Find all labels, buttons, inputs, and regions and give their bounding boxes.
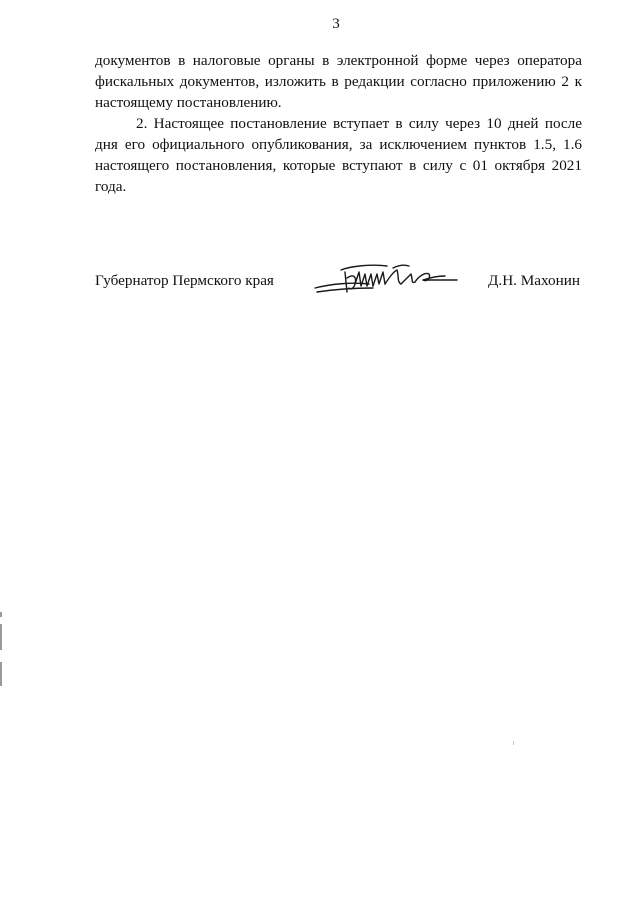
document-body (95, 50, 582, 197)
scan-edge-mark (0, 662, 2, 686)
scan-speck (513, 741, 514, 745)
paragraph-continuation: документов в налоговые органы в электронной форме через оператора фискальных документов, изложить в редакции согласно приложению 2 к настоящему постановлению. (95, 52, 582, 111)
signatory-name: Д.Н. Махонин (488, 272, 580, 289)
paragraph-2: 2. Настоящее постановление вступает в силу через 10 дней после дня его официального опубликования, за исключением пунктов 1.5, 1.6 настоящего постановления, которые вступают в силу с 01 октября 2021 года. (95, 115, 582, 195)
scan-edge-mark (0, 612, 2, 617)
signatory-title: Губернатор Пермского края (95, 272, 274, 289)
scan-edge-mark (0, 624, 2, 650)
signature-block (95, 268, 582, 308)
page-number: 3 (332, 16, 340, 32)
handwritten-signature-icon (311, 258, 461, 302)
